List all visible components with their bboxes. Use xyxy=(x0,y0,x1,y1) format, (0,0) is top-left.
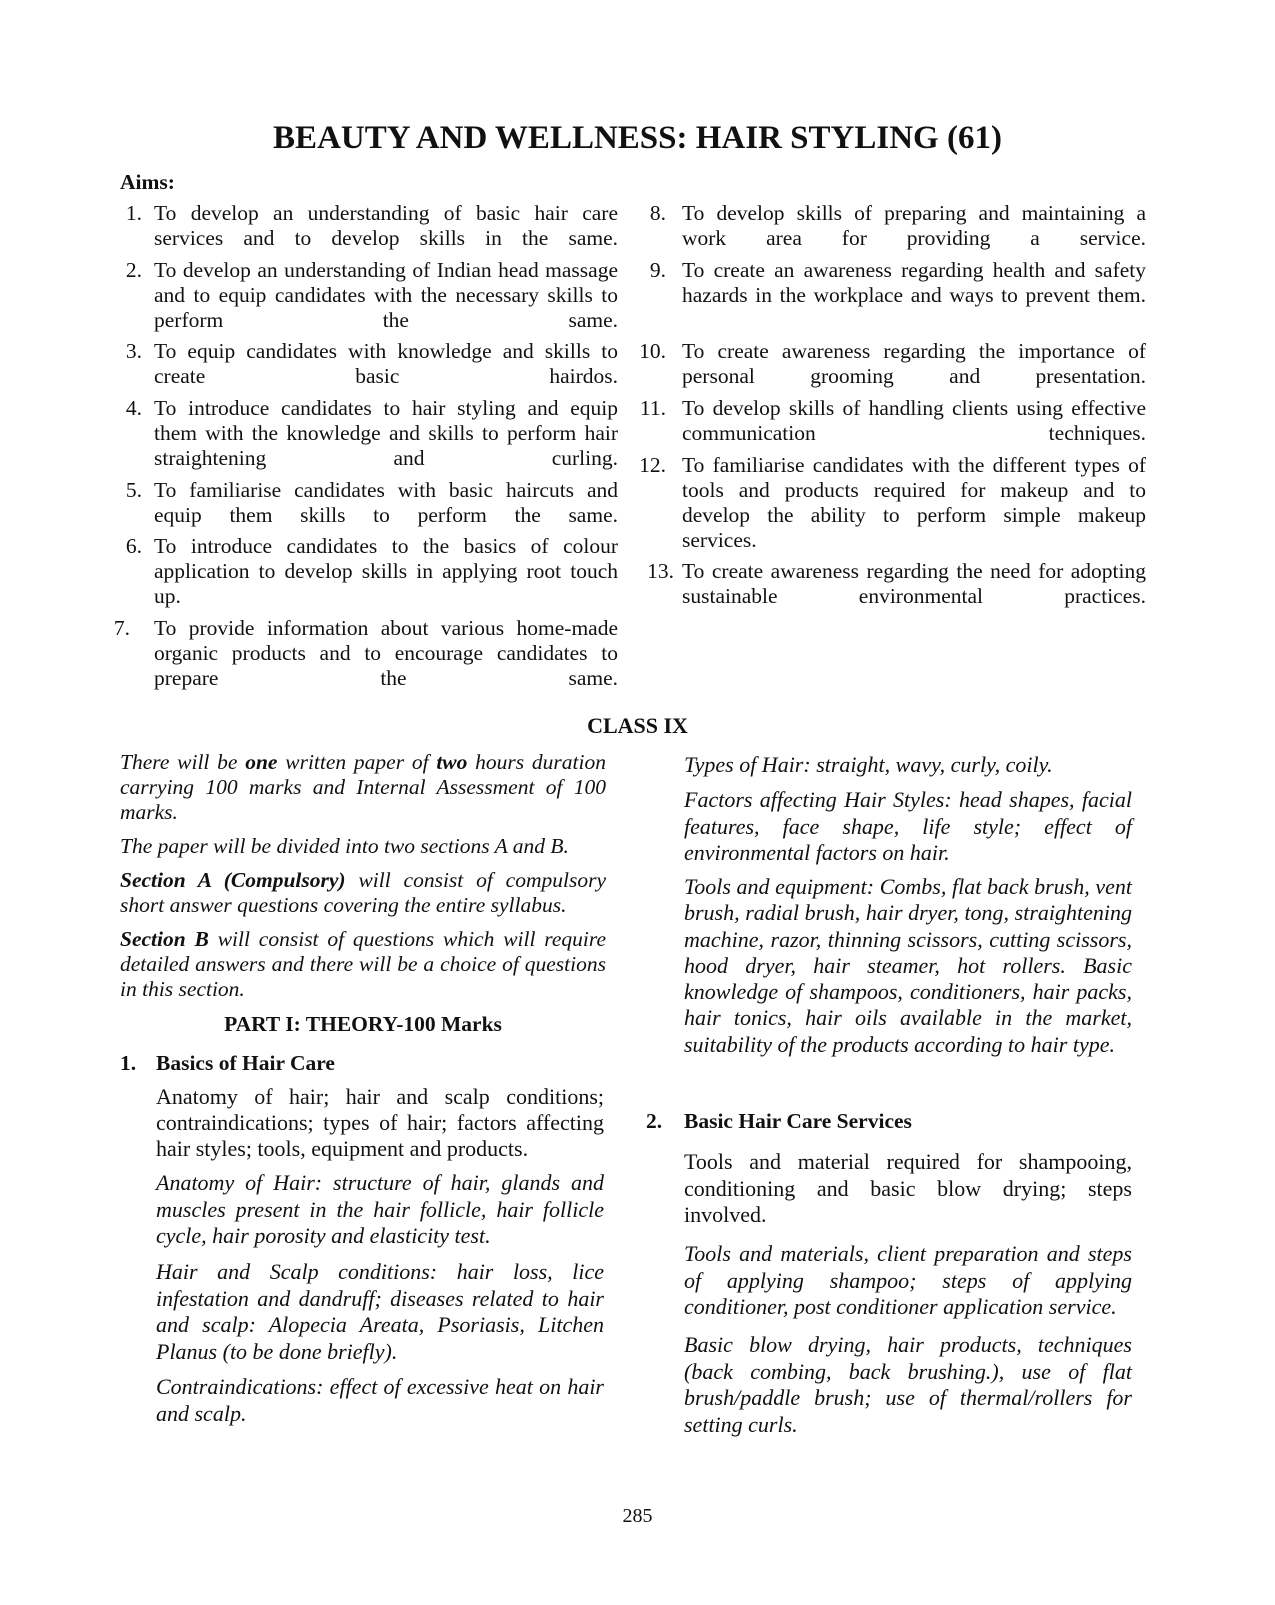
aim-text: To equip candidates with knowledge and skills to create basic hairdos. xyxy=(154,339,618,388)
section-2-intro: Tools and material required for shampooing, conditioning and basic blow drying; steps involved. xyxy=(684,1149,1132,1227)
aim-number: 11. xyxy=(639,396,666,420)
section-number: 1. xyxy=(120,1051,137,1075)
aim-number: 7. xyxy=(113,616,130,640)
section-title: Basics of Hair Care xyxy=(156,1051,335,1075)
exam-info-paragraph: The paper will be divided into two sections A and B. xyxy=(120,834,569,858)
page-number: 285 xyxy=(622,1505,653,1527)
exam-info-paragraph xyxy=(120,927,606,1002)
page-title: BEAUTY AND WELLNESS: HAIR STYLING (61) xyxy=(273,120,1002,156)
aim-text: To develop an understanding of basic hair care services and to develop skills in the same. xyxy=(154,201,618,250)
aim-text: To develop an understanding of Indian head massage and to equip candidates with the necessary skills to perform the same. xyxy=(154,258,618,332)
text: There will be xyxy=(120,750,246,774)
text: will consist of questions which will require detailed answers and there will be a choice of questions in this section. xyxy=(120,927,606,1001)
aim-text: To create awareness regarding the need for adopting sustainable environmental practices. xyxy=(682,559,1146,608)
tools-equipment-text: Tools and equipment: Combs, flat back brush, vent brush, radial brush, hair dryer, tong, straightening machine, razor, thinning scissors, cutting scissors, hood dryer, hair steamer, hot rollers. Basic knowledge of shampoos, conditioners, hair packs, hair tonics, hair oils available in the market, suitability of the products according to hair type. xyxy=(684,874,1132,1057)
blow-drying-text: Basic blow drying, hair products, techniques (back combing, back brushing.), use of flat brush/paddle brush; use of thermal/rollers for setting curls. xyxy=(684,1332,1132,1437)
aim-text: To develop skills of preparing and maintaining a work area for providing a service. xyxy=(682,201,1146,250)
text: written paper of xyxy=(277,750,437,774)
aims-label: Aims: xyxy=(120,170,175,194)
aim-text: To develop skills of handling clients using effective communication techniques. xyxy=(682,396,1146,445)
hair-anatomy-text: Anatomy of Hair: structure of hair, glands and muscles present in the hair follicle, hair follicle cycle, hair porosity and elasticity test. xyxy=(156,1170,604,1248)
text: hours duration carrying 100 marks and Internal Assessment of 100 marks. xyxy=(120,750,606,824)
class-heading: CLASS IX xyxy=(587,713,688,738)
aim-text: To create an awareness regarding health and safety hazards in the workplace and ways to prevent them. xyxy=(682,258,1146,307)
aim-text: To familiarise candidates with the different types of tools and products required for makeup and to develop the ability to perform simple makeup services. xyxy=(682,453,1146,552)
part-heading: PART I: THEORY-100 Marks xyxy=(224,1012,502,1036)
section-number: 2. xyxy=(646,1109,663,1133)
emphasis: one xyxy=(245,750,278,774)
aim-number: 3. xyxy=(125,339,142,363)
shampoo-steps-text: Tools and materials, client preparation and steps of applying shampoo; steps of applying conditioner, post conditioner application service. xyxy=(684,1241,1132,1319)
exam-info-paragraph xyxy=(120,868,606,918)
aim-text: To familiarise candidates with basic haircuts and equip them skills to perform the same. xyxy=(154,478,618,527)
aim-number: 4. xyxy=(125,396,142,420)
text: will consist of compulsory short answer questions covering the entire syllabus. xyxy=(120,868,606,917)
section-title: Basic Hair Care Services xyxy=(684,1109,912,1133)
aim-number: 2. xyxy=(125,258,142,282)
aim-number: 9. xyxy=(649,258,666,282)
contraindications-text: Contraindications: effect of excessive heat on hair and scalp. xyxy=(156,1374,604,1426)
exam-info xyxy=(120,750,606,1011)
hair-style-factors-text: Factors affecting Hair Styles: head shapes, facial features, face shape, life style; effect of environmental factors on hair. xyxy=(684,787,1132,865)
aim-number: 13. xyxy=(647,559,674,583)
exam-info-paragraph xyxy=(120,750,606,825)
section-1-intro: Anatomy of hair; hair and scalp conditions; contraindications; types of hair; factors affecting hair styles; tools, equipment and products. xyxy=(156,1084,604,1161)
aim-text: To introduce candidates to the basics of colour application to develop skills in applying root touch up. xyxy=(154,534,618,608)
hair-types-text: Types of Hair: straight, wavy, curly, coily. xyxy=(684,752,1053,777)
emphasis: two xyxy=(436,750,468,774)
aim-number: 1. xyxy=(125,201,142,225)
aim-text: To create awareness regarding the importance of personal grooming and presentation. xyxy=(682,339,1146,388)
section-a-label: Section A (Compulsory) xyxy=(120,868,346,892)
aim-number: 5. xyxy=(125,478,142,502)
scalp-conditions-text: Hair and Scalp conditions: hair loss, lice infestation and dandruff; diseases related to hair and scalp: Alopecia Areata, Psoriasis, Litchen Planus (to be done briefly). xyxy=(156,1259,604,1364)
section-b-label: Section B xyxy=(120,927,209,951)
aim-number: 6. xyxy=(125,534,142,558)
aim-number: 8. xyxy=(649,201,666,225)
aim-number: 10. xyxy=(639,339,666,363)
aim-text: To introduce candidates to hair styling and equip them with the knowledge and skills to perform hair straightening and curling. xyxy=(154,396,618,470)
aim-text: To provide information about various home-made organic products and to encourage candidates to prepare the same. xyxy=(154,616,618,690)
aim-number: 12. xyxy=(639,453,666,477)
